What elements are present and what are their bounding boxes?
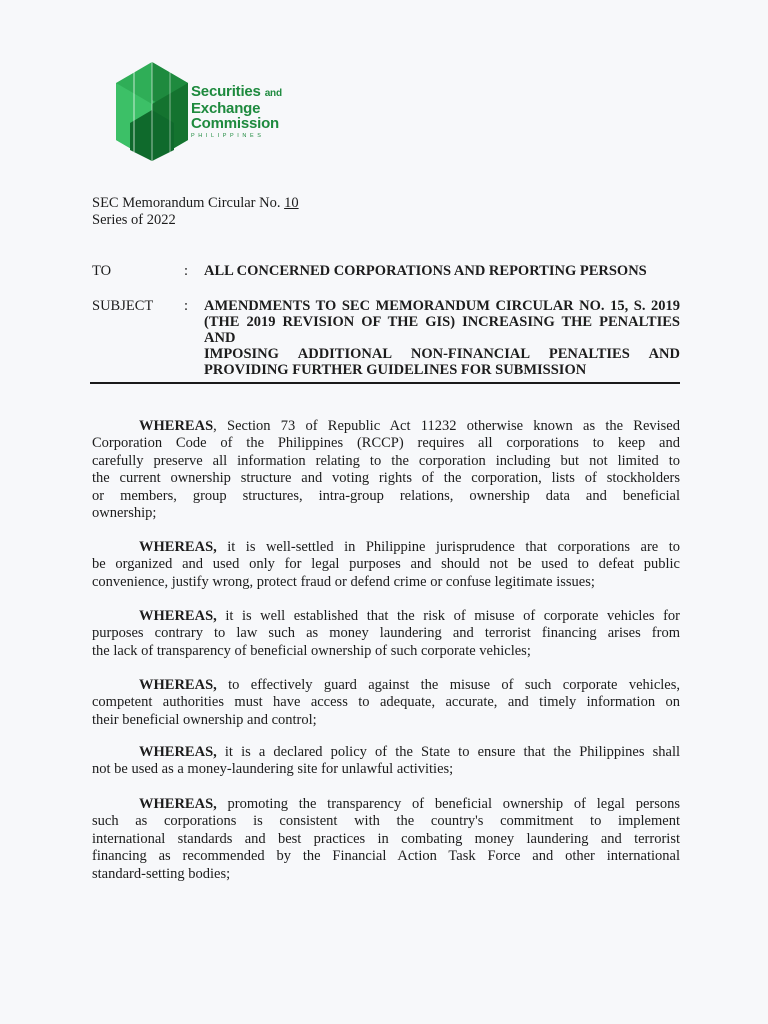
whereas-lead: WHEREAS	[139, 418, 214, 434]
paragraph-line: standard-setting bodies;	[92, 865, 231, 882]
whereas-lead: WHEREAS,	[139, 677, 217, 693]
whereas-lead: WHEREAS,	[139, 796, 217, 812]
paragraph-line: it is a declared policy of the State to ensure that the Philippines shall	[216, 744, 680, 760]
to-value: ALL CONCERNED CORPORATIONS AND REPORTING PERSONS	[204, 263, 647, 279]
paragraph-line: the lack of transparency of beneficial ownership of such corporate vehicles;	[92, 642, 531, 659]
whereas-lead: WHEREAS,	[139, 744, 217, 760]
circular-series: Series of 2022	[92, 212, 176, 228]
paragraph-line: ownership;	[92, 505, 157, 522]
paragraph-line: convenience, justify wrong, protect fraud or defend crime or confuse legitimate issues;	[92, 573, 595, 590]
subject-label: SUBJECT	[92, 298, 154, 314]
circular-prefix: SEC Memorandum Circular No.	[92, 195, 281, 211]
subject-line: IMPOSING ADDITIONAL NON-FINANCIAL PENALTIES AND	[204, 346, 680, 362]
to-label: TO	[92, 263, 112, 279]
paragraph-line: not be used as a money-laundering site for unlawful activities;	[92, 761, 454, 778]
whereas-paragraph	[92, 539, 680, 591]
whereas-paragraph	[92, 744, 680, 779]
paragraph-line: promoting the transparency of beneficial ownership of legal persons	[216, 796, 680, 812]
subject-field	[92, 298, 680, 378]
paragraph-line: the current ownership structure and voting rights of the corporation, lists of stockholders	[92, 470, 680, 487]
paragraph-line: to effectively guard against the misuse of such corporate vehicles,	[216, 677, 680, 693]
to-field	[92, 263, 680, 280]
logo-commission: Commission	[191, 115, 280, 132]
logo-and: and	[264, 88, 282, 99]
subject-colon: :	[184, 298, 189, 314]
paragraph-line: competent authorities must have access to adequate, accurate, and timely information on	[92, 694, 680, 711]
whereas-paragraph	[92, 677, 680, 729]
paragraph-line: , Section 73 of Republic Act 11232 otherwise known as the Revised	[213, 418, 680, 434]
to-colon: :	[184, 263, 189, 279]
whereas-paragraph	[92, 608, 680, 660]
paragraph-line: purposes contrary to law such as money laundering and terrorist financing arises from	[92, 625, 680, 642]
subject-value	[204, 298, 680, 378]
paragraph-line: carefully preserve all information relating to the corporation including but not limited to	[92, 452, 680, 469]
header-divider	[90, 382, 680, 384]
paragraph-line: such as corporations is consistent with the country's commitment to implement	[92, 813, 680, 830]
subject-line: (THE 2019 REVISION OF THE GIS) INCREASING THE PENALTIES AND	[204, 314, 680, 346]
paragraph-line: it is well-settled in Philippine jurisprudence that corporations are to	[216, 539, 680, 555]
logo-exchange: Exchange	[191, 100, 261, 117]
paragraph-line: or members, group structures, intra-group relations, ownership data and beneficial	[92, 487, 680, 504]
whereas-lead: WHEREAS,	[139, 539, 217, 555]
logo-philippines: PHILIPPINES	[191, 133, 265, 139]
paragraph-line: Corporation Code of the Philippines (RCCP) requires all corporations to keep and	[92, 435, 680, 452]
whereas-paragraph	[92, 796, 680, 883]
paragraph-line: international standards and best practices in combating money laundering and terrorist	[92, 830, 680, 847]
paragraph-line: it is well established that the risk of misuse of corporate vehicles for	[216, 608, 680, 624]
circular-header	[92, 195, 299, 229]
circular-number: 10	[284, 195, 299, 211]
subject-line: PROVIDING FURTHER GUIDELINES FOR SUBMISSION	[204, 362, 587, 378]
sec-hexagon-icon	[112, 60, 192, 168]
paragraph-line: be organized and used only for legal purposes and should not be used to defeat public	[92, 556, 680, 573]
whereas-paragraph	[92, 418, 680, 522]
subject-line: AMENDMENTS TO SEC MEMORANDUM CIRCULAR NO. 15, S. 2019	[204, 298, 680, 314]
paragraph-line: financing as recommended by the Financial Action Task Force and other international	[92, 848, 680, 865]
paragraph-line: their beneficial ownership and control;	[92, 711, 317, 728]
logo-securities: Securities	[191, 83, 261, 100]
whereas-lead: WHEREAS,	[139, 608, 217, 624]
sec-logo	[112, 60, 302, 168]
